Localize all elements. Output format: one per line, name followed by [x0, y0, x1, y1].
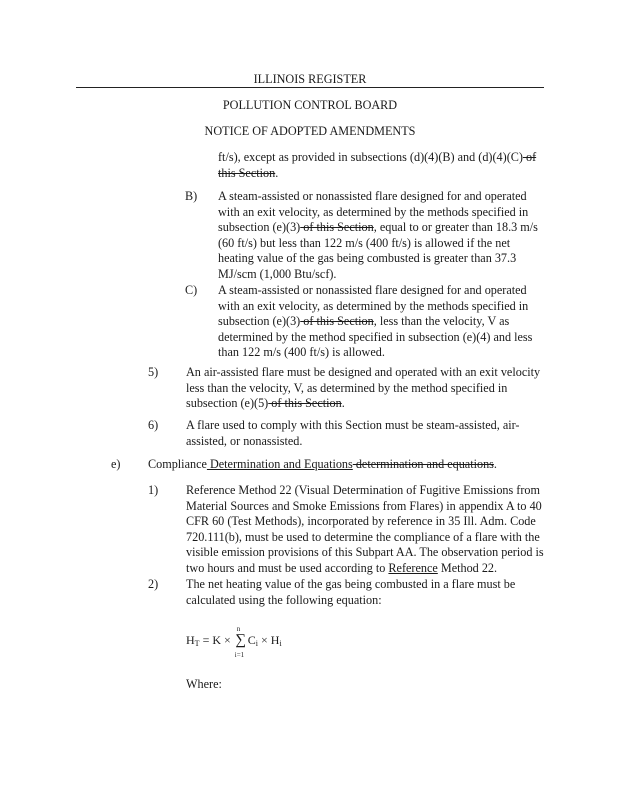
item-c-label: C) [185, 283, 198, 297]
continued-paragraph: ft/s), except as provided in subsections (d)(4)(B) and (d)(4)(C) of this Section. [218, 150, 537, 180]
heating-value-equation: $H_T = K$ × n ∑ i=1 $C_i \times H_i$ [186, 625, 282, 659]
item-e2-text: The net heating value of the gas being combusted in a flare must be calculated using the following equation: [186, 577, 516, 607]
item-b-label: B) [185, 189, 198, 203]
item-6-label: 6) [148, 418, 159, 432]
item-e1-label: 1) [148, 483, 159, 497]
item-e-label: e) [111, 457, 121, 471]
where-label: Where: [186, 677, 222, 691]
item-c-text: A steam-assisted or nonassisted flare designed for and operated with an exit velocity, as determined by the methods specified in subsection (e)(3) of this Section, less than the velocity, V as determined by the method specified in subsection (e)(4) and less than 122 m/s (400 ft/s) is allowed. [218, 283, 533, 359]
register-title: ILLINOIS REGISTER [253, 72, 367, 86]
item-b-text: A steam-assisted or nonassisted flare designed for and operated with an exit velocity, as determined by the methods specified in subsection (e)(3) of this Section, equal to or greater than 18.3 m/s (60 ft/s) but less than 122 m/s (400 ft/s) is allowed if the net heating value of the gas being combusted is greater than 37.3 MJ/scm (1,000 Btu/scf). [218, 189, 538, 281]
item-5-label: 5) [148, 365, 159, 379]
notice-title: NOTICE OF ADOPTED AMENDMENTS [204, 124, 416, 138]
item-6-text: A flare used to comply with this Section must be steam-assisted, air- assisted, or nonassisted. [186, 418, 520, 448]
summation: n ∑ i=1 [234, 625, 247, 659]
item-e-heading: Compliance Determination and Equations determination and equations. [148, 457, 497, 471]
item-e2-label: 2) [148, 577, 159, 591]
board-title: POLLUTION CONTROL BOARD [222, 98, 398, 112]
item-5-text: An air-assisted flare must be designed and operated with an exit velocity less than the velocity, V, as determined by the method specified in subsection (e)(5) of this Section. [186, 365, 541, 410]
item-e1-text: Reference Method 22 (Visual Determination of Fugitive Emissions from Material Sources and Smoke Emissions from Flares) in appendix A to 40 CFR 60 (Test Methods), incorporated by reference in 35 Ill. Adm. Code 720.111(b), must be used to determine the compliance of a flare with the visible emission provisions of this Subpart AA. The observation period is two hours and must be used according to Reference Method 22. [186, 483, 544, 575]
